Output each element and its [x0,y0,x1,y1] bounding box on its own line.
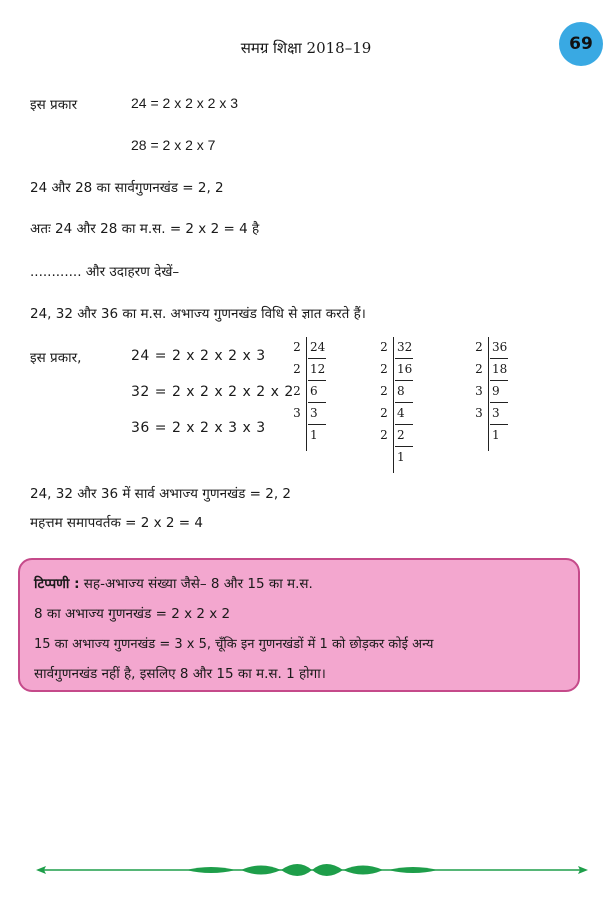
example2-eq1: 24 = 2 x 2 x 2 x 3 [131,348,266,364]
decorative-divider-ornament [36,858,588,882]
note-line-4: सार्वगुणनखंड नहीं है, इसलिए 8 और 15 का म.स. 1 होगा। [34,666,326,682]
example1-common-factors: 24 और 28 का सार्वगुणनखंड = 2, 2 [30,180,224,196]
division-row: 2 36 [472,337,508,359]
division-ladder-36 [472,337,508,447]
page-header-title: समग्र शिक्षा 2018–19 [240,39,372,57]
example1-eq1: 24 = 2 x 2 x 2 x 3 [131,95,239,111]
result-common-factors: 24, 32 और 36 में सार्व अभाज्य गुणनखंड = 2, 2 [30,486,292,502]
division-row: 2 24 [290,337,326,359]
division-row: 2 2 [377,425,413,447]
example2-eq3: 36 = 2 x 2 x 3 x 3 [131,420,266,436]
page-number-badge: 69 [559,22,603,66]
note-title: टिप्पणी : [34,576,80,592]
example2-intro: इस प्रकार, [30,350,82,366]
note-line-3: 15 का अभाज्य गुणनखंड = 3 x 5, चूँकि इन गुणनखंडों में 1 को छोड़कर कोई अन्य [34,637,434,652]
division-row: 3 3 [290,403,326,425]
more-examples-line: ............ और उदाहरण देखें– [30,264,180,280]
note-line-1 [34,574,313,592]
division-row: 2 12 [290,359,326,381]
division-row: 2 6 [290,381,326,403]
question-line: 24, 32 और 36 का म.स. अभाज्य गुणनखंड विधि से ज्ञात करते हैं। [30,306,366,322]
division-row: 2 8 [377,381,413,403]
example1-eq2: 28 = 2 x 2 x 7 [131,137,216,153]
division-ladder-24 [290,337,326,447]
division-ladder-32 [377,337,413,469]
result-hcf: महत्तम समापवर्तक = 2 x 2 = 4 [30,515,203,531]
note-box [18,558,580,692]
example1-hcf: अतः 24 और 28 का म.स. = 2 x 2 = 4 है [30,221,260,237]
division-row: 2 18 [472,359,508,381]
division-row: 1 [397,450,405,464]
division-row: 2 16 [377,359,413,381]
note-line-2: 8 का अभाज्य गुणनखंड = 2 x 2 x 2 [34,606,231,622]
division-row: 3 3 [472,403,508,425]
note-line-1-text: सह-अभाज्य संख्या जैसे– 8 और 15 का म.स. [83,576,313,592]
division-row: 2 4 [377,403,413,425]
division-row: 3 9 [472,381,508,403]
example1-intro: इस प्रकार [30,97,78,113]
example2-eq2: 32 = 2 x 2 x 2 x 2 x 2 [131,384,294,400]
division-row: 2 32 [377,337,413,359]
division-row: 1 [310,428,318,442]
division-row: 1 [492,428,500,442]
